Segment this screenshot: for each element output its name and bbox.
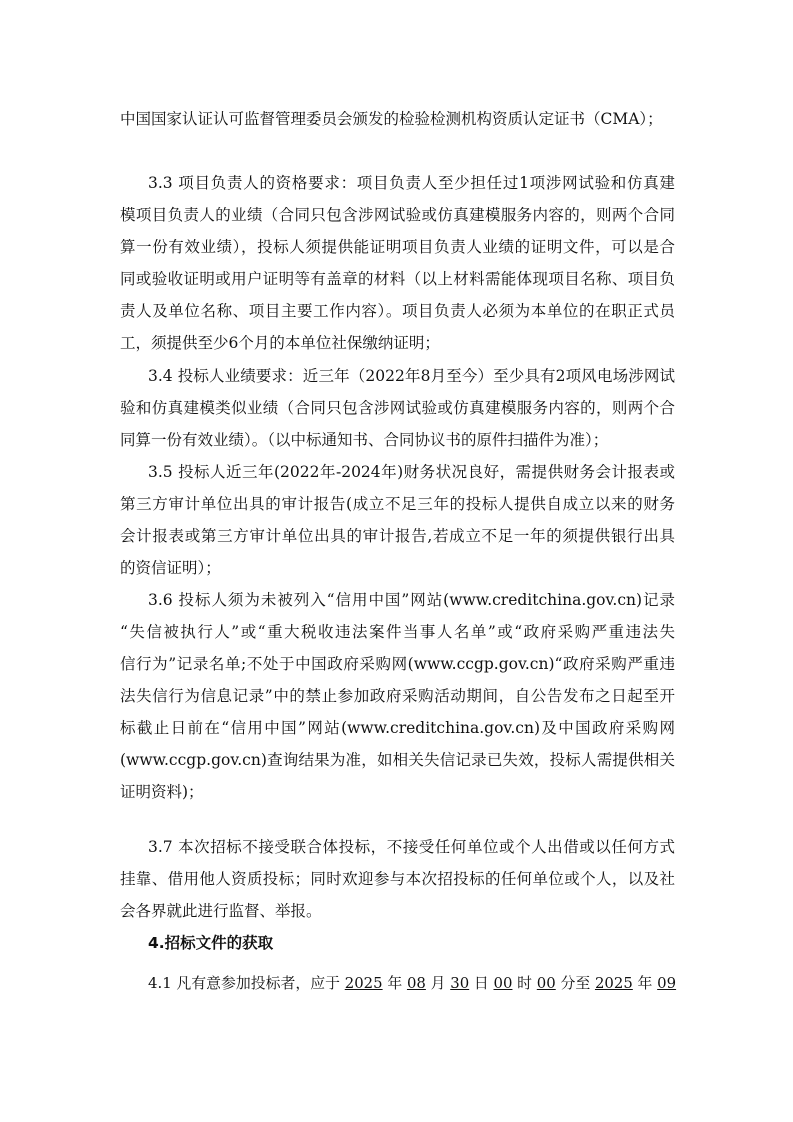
text-line: 标截止日前在“信用中国”网站(www.creditchina.gov.cn)及中国政府采购网 <box>120 719 675 737</box>
text-line: 同算一份有效业绩）。（以中标通知书、合同协议书的原件扫描件为准）； <box>120 431 609 449</box>
unit-minute: 分至 <box>555 974 595 992</box>
text-line: 工，须提供至少6个月的本单位社保缴纳证明； <box>120 334 440 352</box>
unit-year-2: 年 <box>632 974 658 992</box>
text-line: 算一份有效业绩），投标人须提供能证明项目负责人业绩的证明文件，可以是合 <box>120 238 675 256</box>
text-line: 模项目负责人的业绩（合同只包含涉网试验或仿真建模服务内容的，则两个合同 <box>120 206 675 224</box>
text-line: 3.7 本次招标不接受联合体投标，不接受任何单位或个人出借或以任何方式 <box>148 838 675 856</box>
unit-year: 年 <box>382 974 407 992</box>
end-month: 09 <box>657 974 677 992</box>
text-line: 验和仿真建模类似业绩（合同只包含涉网试验或仿真建模服务内容的，则两个合 <box>120 399 675 417</box>
text-line: (www.ccgp.gov.cn)查询结果为准，如相关失信记录已失效，投标人需提供相关 <box>120 751 675 769</box>
text-line: 信行为”记录名单;不处于中国政府采购网(www.ccgp.gov.cn)“政府采购严重违 <box>120 655 675 673</box>
text-line: 会各界就此进行监督、举报。 <box>120 902 322 920</box>
text-line: 的资信证明）； <box>120 559 221 577</box>
start-year: 2025 <box>344 974 383 992</box>
paragraph-3-6 <box>120 584 675 808</box>
start-minute: 00 <box>536 974 556 992</box>
start-day: 30 <box>450 974 470 992</box>
text-line <box>120 967 675 999</box>
text-line: 同或验收证明或用户证明等有盖章的材料（以上材料需能体现项目名称、项目负 <box>120 270 675 288</box>
text-line: 挂靠、借用他人资质投标；同时欢迎参与本次招投标的任何单位或个人，以及社 <box>120 870 675 888</box>
text-line: 3.4 投标人业绩要求：近三年（2022年8月至今）至少具有2项风电场涉网试 <box>148 367 675 385</box>
unit-month: 月 <box>425 974 451 992</box>
unit-hour: 时 <box>512 974 537 992</box>
text-line: 第三方审计单位出具的审计报告(成立不足三年的投标人提供自成立以来的财务 <box>120 495 675 513</box>
start-month: 08 <box>406 974 426 992</box>
paragraph-3-4 <box>120 360 675 456</box>
paragraph-3-7 <box>120 831 675 927</box>
text-line: 中国国家认证认可监督管理委员会颁发的检验检测机构资质认定证书（CMA）； <box>120 110 663 128</box>
text-line: 3.5 投标人近三年(2022年-2024年)财务状况良好，需提供财务会计报表或 <box>148 463 675 481</box>
paragraph-3-3 <box>120 167 675 359</box>
text-line: 会计报表或第三方审计单位出具的审计报告,若成立不足一年的须提供银行出具 <box>120 527 675 545</box>
paragraph-4-1 <box>120 967 675 999</box>
unit-day: 日 <box>469 974 494 992</box>
end-year: 2025 <box>594 974 633 992</box>
text-line: “失信被执行人”或“重大税收违法案件当事人名单”或“政府采购严重违法失 <box>120 623 675 641</box>
text-line: 3.3 项目负责人的资格要求：项目负责人至少担任过1项涉网试验和仿真建 <box>148 174 675 192</box>
section-heading-4: 4.招标文件的获取 <box>148 934 274 952</box>
text-line: 证明资料)； <box>120 783 204 801</box>
text-line: 法失信行为信息记录”中的禁止参加政府采购活动期间，自公告发布之日起至开 <box>120 687 675 705</box>
text-line: 3.6 投标人须为未被列入“信用中国”网站(www.creditchina.gov.cn)记录 <box>148 591 675 609</box>
paragraph-cma <box>120 103 675 135</box>
start-hour: 00 <box>493 974 513 992</box>
paragraph-3-5 <box>120 456 675 584</box>
text-line: 责人及单位名称、项目主要工作内容）。项目负责人必须为本单位的在职正式员 <box>120 302 675 320</box>
date-prefix: 4.1 凡有意参加投标者，应于 <box>148 974 345 992</box>
